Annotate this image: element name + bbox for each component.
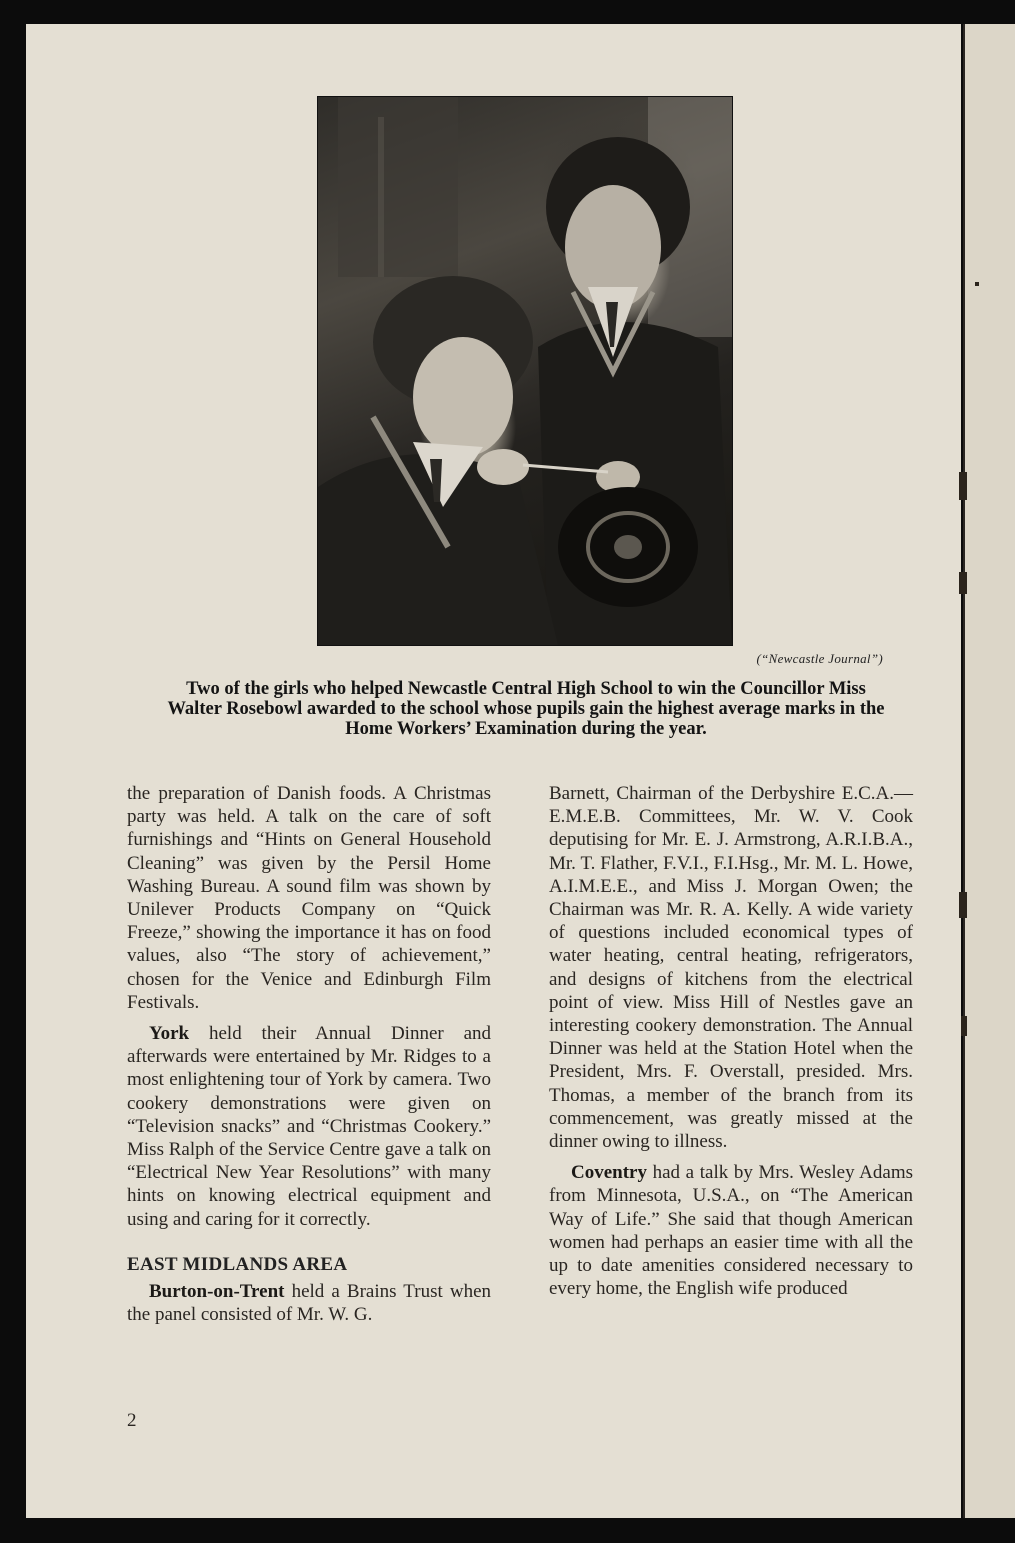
branch-name: York (149, 1023, 190, 1045)
paragraph-text: held a Brains Trust when the panel consisted of Mr. W. G. (127, 1281, 491, 1326)
adjacent-page-edge (963, 24, 1015, 1518)
binding-mark (959, 472, 967, 500)
photo-credit: (“Newcastle Journal”) (756, 651, 883, 666)
paragraph: the preparation of Danish foods. A Christmas party was held. A talk on the care of soft furnishings and “Hints on General Household Cleaning” was given by the Persil Home Washing Bureau. A sound film was shown by Unilever Products Company on “Quick Freeze,” showing the importance it has on food values, also “The story of achievement,” chosen for the Venice and Edinburgh Film Festivals. (127, 783, 491, 1013)
paragraph-burton (127, 1280, 491, 1326)
photo-illustration (318, 97, 732, 645)
branch-name: Burton-on-Trent (149, 1281, 285, 1303)
section-heading: EAST MIDLANDS AREA (127, 1253, 348, 1275)
left-column (127, 782, 491, 1334)
paragraph-york (127, 1022, 491, 1231)
binding-mark (959, 892, 967, 918)
photo-girls-sewing-machine (317, 96, 733, 646)
magazine-page (26, 24, 961, 1518)
right-column (549, 782, 913, 1308)
branch-name: Coventry (571, 1162, 647, 1184)
photo-caption: Two of the girls who helped Newcastle Central High School to win the Councillor Miss Walter Rosebowl awarded to the school whose pupils gain the highest average marks in the Home Workers’ Examination during the year. (167, 679, 885, 739)
paragraph-coventry (549, 1161, 913, 1300)
binding-mark (959, 572, 967, 594)
page-number: 2 (127, 1410, 137, 1431)
binding-mark (975, 282, 979, 286)
paragraph-text: held their Annual Dinner and afterwards were entertained by Mr. Ridges to a most enlightening tour of York by camera. Two cookery demonstrations were given on “Television snacks” and “Christmas Cookery.” Miss Ralph of the Service Centre gave a talk on “Electrical New Year Resolutions” with many hints on knowing electrical equipment and using and caring for it correctly. (127, 1023, 491, 1230)
paragraph-text: had a talk by Mrs. Wesley Adams from Minnesota, U.S.A., on “The American Way of Life.” She said that though American women had perhaps an easier time with all the up to date amenities considered necessary to every home, the English wife produced (549, 1162, 913, 1300)
paragraph: Barnett, Chairman of the Derbyshire E.C.A.—E.M.E.B. Committees, Mr. W. V. Cook deputising for Mr. E. J. Armstrong, A.R.I.B.A., Mr. T. Flather, F.V.I., F.I.Hsg., Mr. M. L. Howe, A.I.M.E.E., and Miss J. Morgan Owen; the Chairman was Mr. R. A. Kelly. A wide variety of questions included economical types of water heating, central heating, refrigerators, and designs of kitchens from the electrical point of view. Miss Hill of Nestles gave an interesting cookery demonstration. The Annual Dinner was held at the Station Hotel when the President, Mrs. F. Overstall, presided. Mrs. Thomas, a member of the branch from its commencement, was greatly missed at the dinner owing to illness. (549, 783, 913, 1153)
binding-mark (961, 1016, 967, 1036)
